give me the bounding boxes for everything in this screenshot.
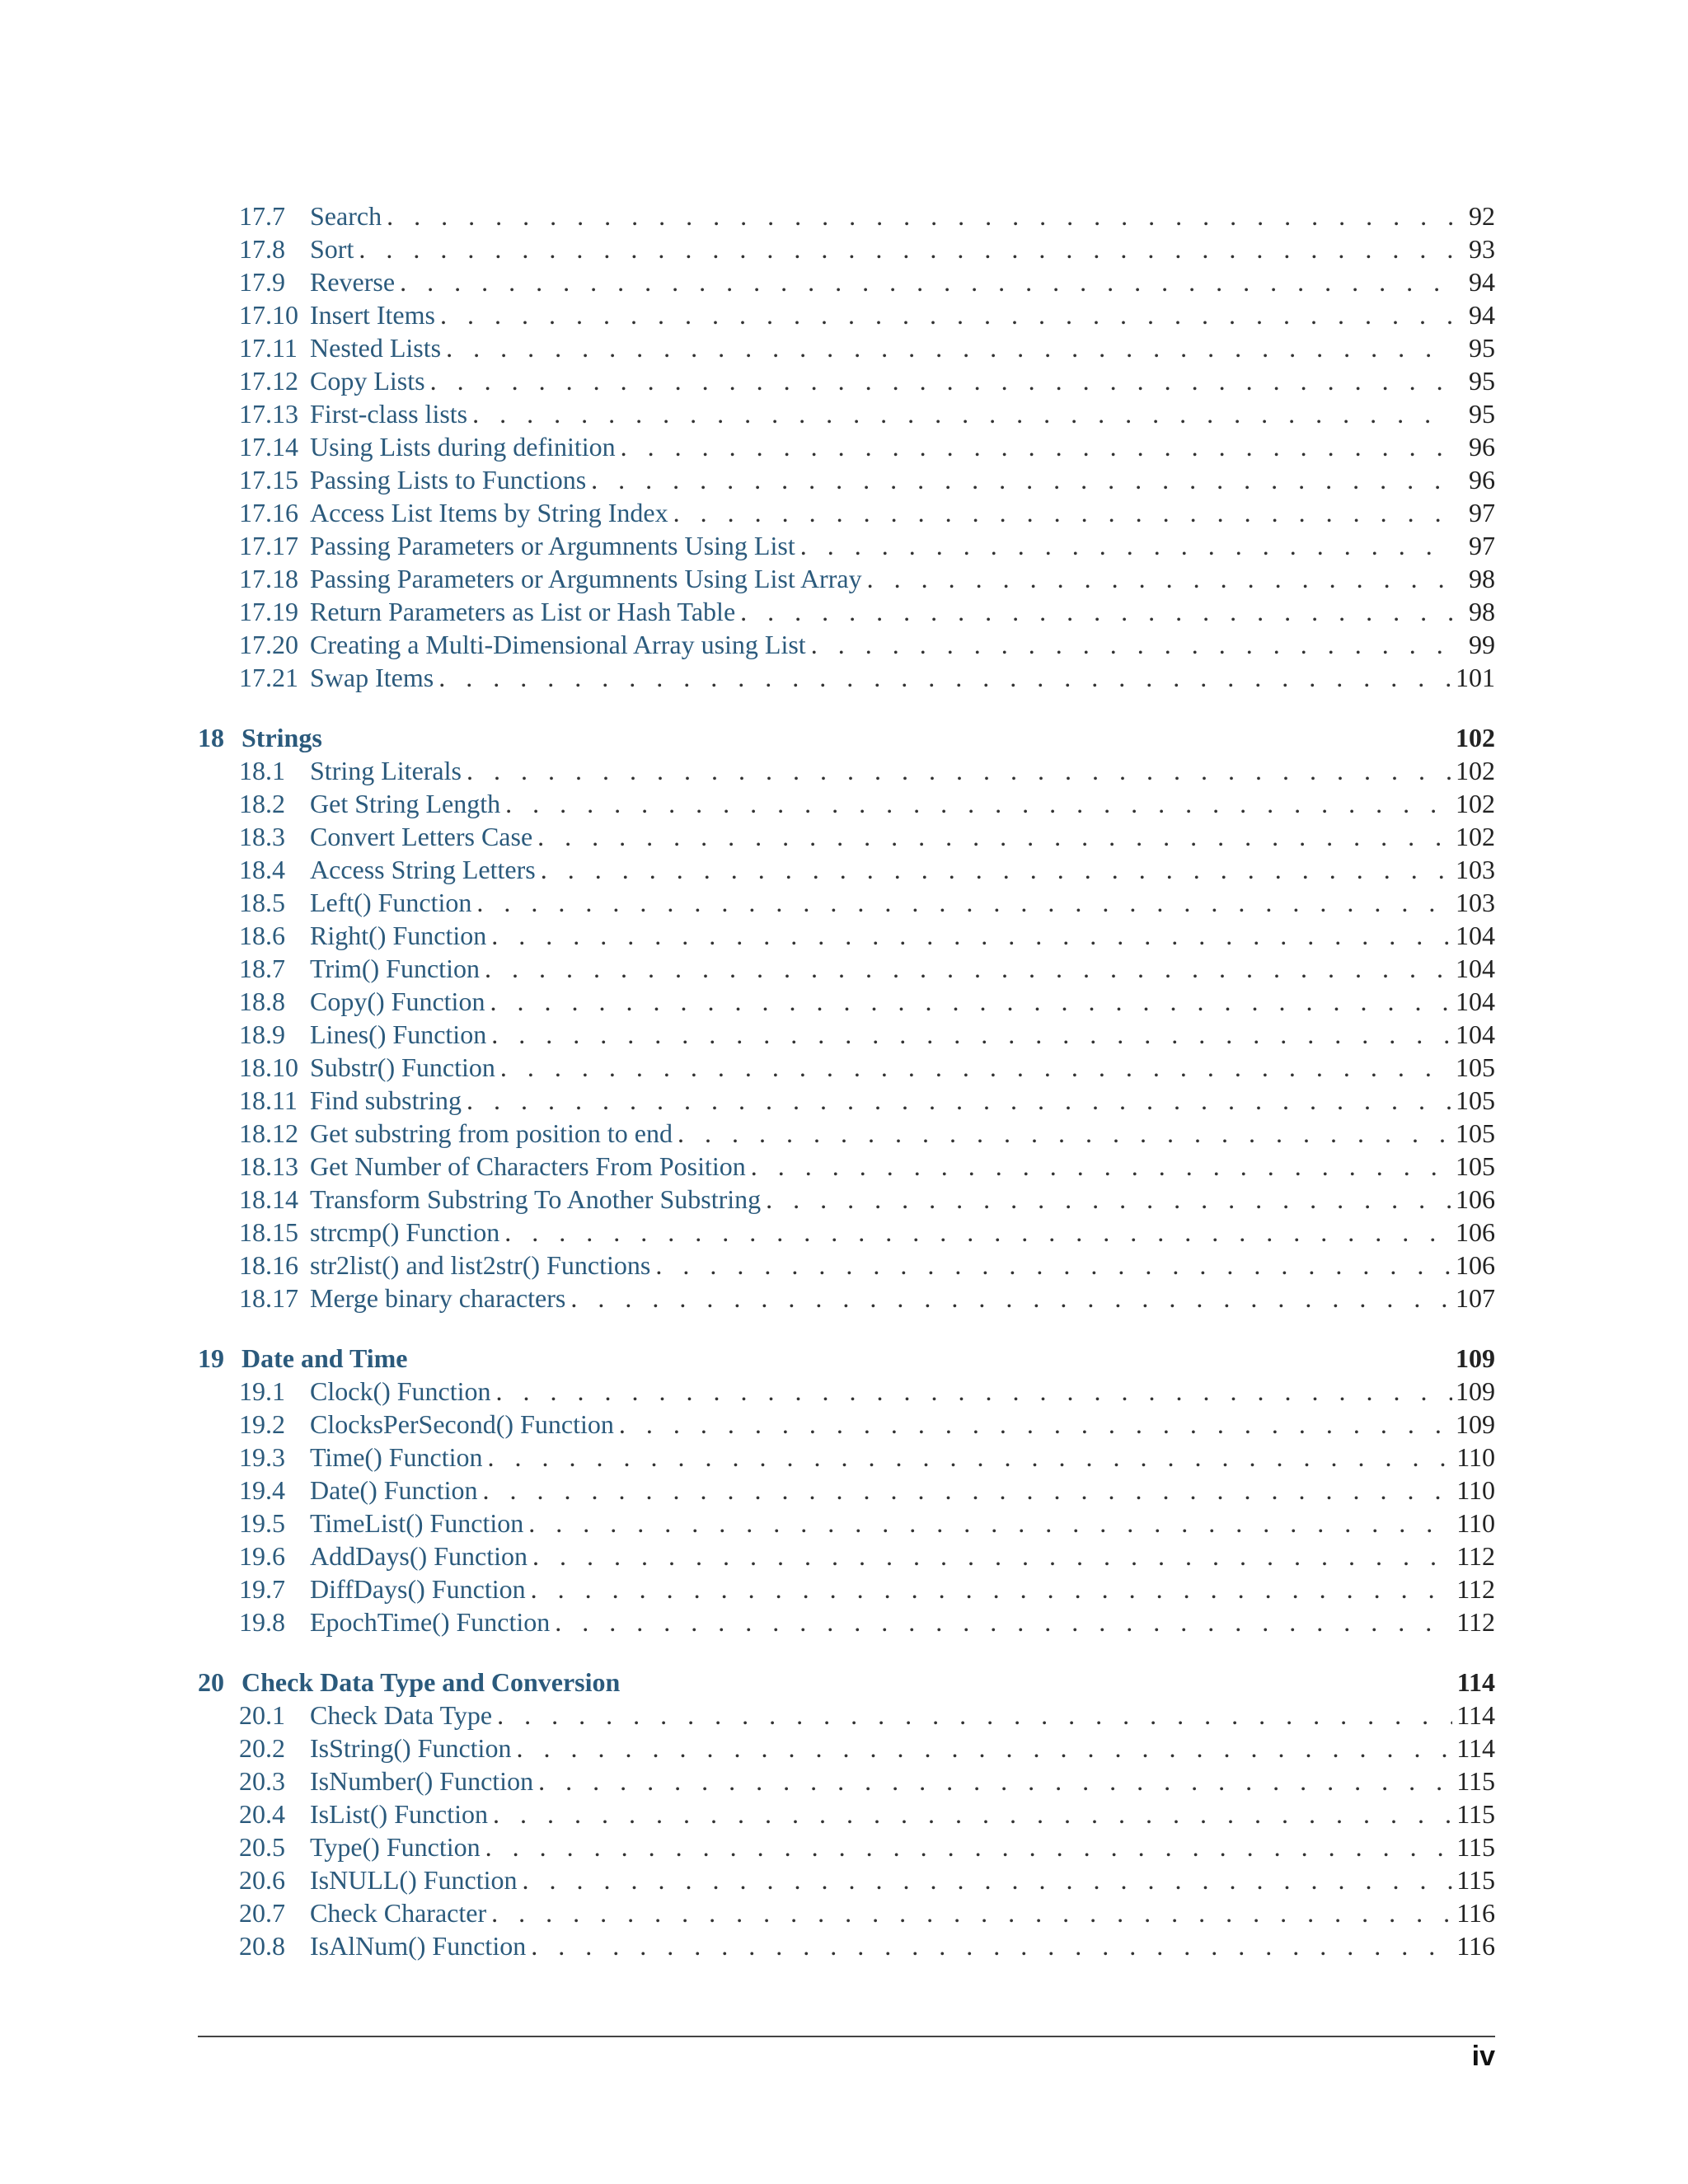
toc-entry-title-link[interactable]: Substr() Function [310, 1052, 495, 1082]
toc-section-entry[interactable] [198, 820, 1495, 853]
toc-entry-title-link[interactable]: Get substring from position to end [310, 1118, 673, 1148]
toc-section-entry[interactable] [198, 1474, 1495, 1507]
toc-entry-number: 18.1 [239, 756, 285, 785]
toc-entry-page-number: 103 [1456, 855, 1495, 884]
toc-section-entry[interactable] [198, 1830, 1495, 1863]
toc-dot-leader [526, 1929, 1452, 1962]
toc-entry-number: 18.13 [239, 1151, 298, 1181]
toc-entry-number: 20.6 [239, 1865, 285, 1895]
toc-entry-page-number: 109 [1456, 1409, 1495, 1439]
toc-dot-leader [511, 1732, 1452, 1765]
toc-entry-title-link[interactable]: Date() Function [310, 1475, 478, 1505]
toc-section-entry[interactable] [198, 1863, 1495, 1896]
toc-dot-leader [532, 820, 1452, 853]
toc-entry-number: 18.15 [239, 1217, 298, 1247]
toc-dot-leader [441, 331, 1452, 364]
toc-entry-number: 18.4 [239, 855, 285, 884]
toc-entry-page-number: 114 [1456, 1667, 1495, 1697]
toc-entry-title-link[interactable]: IsNULL() Function [310, 1865, 518, 1895]
toc-dot-leader [761, 1183, 1452, 1216]
toc-dot-leader [425, 364, 1452, 397]
toc-section-entry[interactable] [198, 562, 1495, 595]
toc-dot-leader [434, 661, 1452, 694]
toc-section-entry[interactable] [198, 1699, 1495, 1732]
toc-dot-leader [528, 1540, 1452, 1572]
toc-dot-leader [499, 1216, 1452, 1249]
toc-entry-number: 20.1 [239, 1700, 285, 1730]
toc-entry-page-number: 94 [1469, 267, 1495, 297]
toc-entry-title-link[interactable]: TimeList() Function [310, 1508, 524, 1538]
toc-dot-leader [862, 562, 1452, 595]
toc-section-entry[interactable] [198, 952, 1495, 985]
toc-dot-leader [462, 754, 1452, 787]
toc-dot-leader [523, 1507, 1452, 1540]
toc-dot-leader [518, 1863, 1452, 1896]
toc-entry-page-number: 105 [1456, 1118, 1495, 1148]
toc-entry-number: 18.17 [239, 1283, 298, 1313]
page-number: iv [1471, 2041, 1495, 2072]
toc-section-entry[interactable] [198, 1765, 1495, 1797]
table-of-contents [198, 199, 1495, 1962]
toc-dot-leader [526, 1572, 1452, 1605]
toc-entry-number: 19.2 [239, 1409, 285, 1439]
toc-entry-number: 17.15 [239, 465, 298, 494]
toc-entry-page-number: 94 [1469, 300, 1495, 330]
toc-entry-title-link[interactable]: Strings [241, 723, 322, 752]
toc-dot-leader [500, 787, 1452, 820]
toc-dot-leader [488, 1797, 1452, 1830]
toc-section-entry[interactable] [198, 1572, 1495, 1605]
toc-dot-leader [467, 397, 1452, 430]
toc-entry-page-number: 95 [1469, 366, 1495, 396]
toc-entry-number: 19 [198, 1343, 224, 1373]
toc-section-entry[interactable] [198, 232, 1495, 265]
toc-entry-title-link[interactable]: ClocksPerSecond() Function [310, 1409, 614, 1439]
toc-entry-page-number: 110 [1456, 1475, 1495, 1505]
toc-entry-page-number: 114 [1456, 1700, 1495, 1730]
toc-section-entry[interactable] [198, 1216, 1495, 1249]
toc-entry-title-link[interactable]: Convert Letters Case [310, 822, 533, 851]
toc-entry-number: 19.3 [239, 1442, 285, 1472]
toc-entry-page-number: 106 [1456, 1217, 1495, 1247]
toc-entry-number: 19.5 [239, 1508, 285, 1538]
toc-entry-page-number: 102 [1456, 789, 1495, 818]
toc-dot-leader [668, 496, 1452, 529]
toc-entry-title-link[interactable]: Lines() Function [310, 1019, 487, 1049]
toc-entry-page-number: 112 [1456, 1607, 1495, 1637]
toc-section-entry[interactable] [198, 199, 1495, 232]
toc-entry-number: 17.13 [239, 399, 298, 429]
toc-section-entry[interactable] [198, 595, 1495, 628]
toc-dot-leader [480, 952, 1452, 985]
toc-entry-title-link[interactable]: Return Parameters as List or Hash Table [310, 597, 736, 626]
toc-dot-leader [471, 886, 1452, 919]
toc-entry-page-number: 102 [1456, 723, 1495, 752]
toc-entry-page-number: 96 [1469, 432, 1495, 462]
toc-entry-title-link[interactable]: Check Data Type and Conversion [241, 1667, 621, 1697]
toc-entry-title-link[interactable]: Search [310, 201, 382, 231]
toc-entry-page-number: 115 [1456, 1766, 1495, 1796]
toc-entry-number: 18.2 [239, 789, 285, 818]
toc-entry-title-link[interactable]: Nested Lists [310, 333, 442, 363]
toc-entry-number: 18.3 [239, 822, 285, 851]
toc-chapter-entry[interactable] [198, 721, 1495, 754]
toc-entry-page-number: 97 [1469, 531, 1495, 560]
toc-entry-page-number: 93 [1469, 234, 1495, 264]
toc-entry-number: 18.16 [239, 1250, 298, 1280]
toc-entry-number: 18 [198, 723, 224, 752]
toc-section-entry[interactable] [198, 1051, 1495, 1084]
toc-entry-page-number: 105 [1456, 1151, 1495, 1181]
toc-entry-title-link[interactable]: Left() Function [310, 888, 472, 917]
toc-entry-title-link[interactable]: First-class lists [310, 399, 468, 429]
toc-entry-title-link[interactable]: Check Data Type [310, 1700, 493, 1730]
toc-entry-title-link[interactable]: Trim() Function [310, 954, 480, 983]
toc-entry-number: 20.8 [239, 1931, 285, 1961]
toc-section-entry[interactable] [198, 1408, 1495, 1441]
toc-section-entry[interactable] [198, 661, 1495, 694]
toc-entry-title-link[interactable]: IsString() Function [310, 1733, 512, 1763]
toc-section-entry[interactable] [198, 298, 1495, 331]
toc-entry-page-number: 98 [1469, 564, 1495, 593]
toc-entry-page-number: 96 [1469, 465, 1495, 494]
toc-dot-leader [614, 1408, 1452, 1441]
toc-entry-number: 17.9 [239, 267, 285, 297]
footer-divider [198, 2036, 1495, 2037]
toc-entry-title-link[interactable]: IsAlNum() Function [310, 1931, 527, 1961]
toc-dot-leader [533, 1765, 1452, 1797]
toc-entry-page-number: 110 [1456, 1508, 1495, 1538]
toc-entry-page-number: 107 [1456, 1283, 1495, 1313]
toc-entry-title-link[interactable]: Date and Time [241, 1343, 408, 1373]
toc-entry-page-number: 112 [1456, 1574, 1495, 1604]
toc-entry-title-link[interactable]: Clock() Function [310, 1376, 491, 1406]
toc-section-entry[interactable] [198, 1249, 1495, 1282]
toc-section-entry[interactable] [198, 496, 1495, 529]
toc-dot-leader [462, 1084, 1452, 1117]
toc-section-entry[interactable] [198, 463, 1495, 496]
toc-section-entry[interactable] [198, 1732, 1495, 1765]
toc-dot-leader [486, 919, 1452, 952]
toc-entry-number: 17.18 [239, 564, 298, 593]
toc-entry-title-link[interactable]: Access List Items by String Index [310, 498, 668, 527]
toc-entry-title-link[interactable]: DiffDays() Function [310, 1574, 526, 1604]
toc-entry-number: 17.14 [239, 432, 298, 462]
toc-entry-page-number: 101 [1456, 663, 1495, 692]
toc-chapter-entry[interactable] [198, 1666, 1495, 1699]
toc-dot-leader [550, 1605, 1452, 1638]
toc-entry-title-link[interactable]: Merge binary characters [310, 1283, 566, 1313]
toc-entry-title-link[interactable]: Using Lists during definition [310, 432, 616, 462]
toc-entry-number: 17.10 [239, 300, 298, 330]
toc-entry-title-link[interactable]: Passing Lists to Functions [310, 465, 587, 494]
toc-entry-number: 18.8 [239, 987, 285, 1016]
toc-section-entry[interactable] [198, 1507, 1495, 1540]
toc-section-entry[interactable] [198, 397, 1495, 430]
toc-section-entry[interactable] [198, 1441, 1495, 1474]
toc-entry-title-link[interactable]: IsNumber() Function [310, 1766, 534, 1796]
toc-entry-page-number: 106 [1456, 1184, 1495, 1214]
toc-entry-number: 20.4 [239, 1799, 285, 1829]
toc-entry-title-link[interactable]: Check Character [310, 1898, 487, 1928]
toc-entry-page-number: 104 [1456, 921, 1495, 950]
toc-entry-page-number: 105 [1456, 1052, 1495, 1082]
toc-entry-page-number: 103 [1456, 888, 1495, 917]
toc-entry-title-link[interactable]: Insert Items [310, 300, 435, 330]
toc-section-entry[interactable] [198, 1797, 1495, 1830]
toc-dot-leader [795, 529, 1452, 562]
toc-dot-leader [395, 265, 1452, 298]
toc-section-entry[interactable] [198, 1605, 1495, 1638]
toc-entry-page-number: 109 [1456, 1376, 1495, 1406]
toc-entry-page-number: 110 [1456, 1442, 1495, 1472]
toc-entry-number: 17.8 [239, 234, 285, 264]
toc-entry-number: 19.8 [239, 1607, 285, 1637]
toc-dot-leader [492, 1699, 1452, 1732]
toc-entry-page-number: 115 [1456, 1865, 1495, 1895]
toc-section-entry[interactable] [198, 886, 1495, 919]
toc-section-entry[interactable] [198, 265, 1495, 298]
toc-dot-leader [746, 1150, 1452, 1183]
toc-entry-page-number: 104 [1456, 954, 1495, 983]
toc-dot-leader [673, 1117, 1452, 1150]
toc-entry-number: 17.11 [239, 333, 298, 363]
toc-section-entry[interactable] [198, 628, 1495, 661]
toc-entry-title-link[interactable]: IsList() Function [310, 1799, 488, 1829]
toc-dot-leader [650, 1249, 1452, 1282]
toc-entry-number: 20 [198, 1667, 224, 1697]
toc-dot-leader [735, 595, 1452, 628]
toc-entry-title-link[interactable]: Time() Function [310, 1442, 483, 1472]
toc-dot-leader [481, 1830, 1452, 1863]
toc-section-entry[interactable] [198, 787, 1495, 820]
toc-entry-title-link[interactable]: Reverse [310, 267, 396, 297]
toc-section-entry[interactable] [198, 364, 1495, 397]
toc-dot-leader [565, 1282, 1452, 1315]
toc-entry-number: 17.21 [239, 663, 298, 692]
toc-section-entry[interactable] [198, 430, 1495, 463]
toc-section-entry[interactable] [198, 529, 1495, 562]
toc-dot-leader [536, 853, 1452, 886]
toc-entry-page-number: 102 [1456, 822, 1495, 851]
toc-dot-leader [495, 1051, 1452, 1084]
toc-entry-title-link[interactable]: Find substring [310, 1085, 462, 1115]
toc-entry-title-link[interactable]: Transform Substring To Another Substring [310, 1184, 762, 1214]
toc-entry-page-number: 104 [1456, 987, 1495, 1016]
toc-entry-title-link[interactable]: String Literals [310, 756, 462, 785]
toc-entry-title-link[interactable]: AddDays() Function [310, 1541, 528, 1571]
toc-chapter-entry[interactable] [198, 1342, 1495, 1375]
toc-entry-page-number: 112 [1456, 1541, 1495, 1571]
toc-entry-title-link[interactable]: Get String Length [310, 789, 501, 818]
toc-section-entry[interactable] [198, 1183, 1495, 1216]
toc-entry-page-number: 114 [1456, 1733, 1495, 1763]
toc-entry-page-number: 109 [1456, 1343, 1495, 1373]
toc-section-entry[interactable] [198, 853, 1495, 886]
toc-section-entry[interactable] [198, 985, 1495, 1018]
toc-section-entry[interactable] [198, 1896, 1495, 1929]
toc-section-entry[interactable] [198, 1018, 1495, 1051]
toc-entry-number: 20.7 [239, 1898, 285, 1928]
toc-section-entry[interactable] [198, 1540, 1495, 1572]
toc-entry-title-link[interactable]: Right() Function [310, 921, 487, 950]
toc-entry-page-number: 95 [1469, 333, 1495, 363]
toc-entry-title-link[interactable]: EpochTime() Function [310, 1607, 551, 1637]
toc-entry-page-number: 115 [1456, 1799, 1495, 1829]
toc-entry-number: 19.4 [239, 1475, 285, 1505]
toc-entry-page-number: 95 [1469, 399, 1495, 429]
toc-entry-number: 17.12 [239, 366, 298, 396]
toc-entry-number: 20.5 [239, 1832, 285, 1862]
toc-dot-leader [354, 232, 1452, 265]
toc-entry-page-number: 99 [1469, 630, 1495, 659]
toc-entry-page-number: 116 [1456, 1898, 1495, 1928]
toc-entry-title-link[interactable]: Copy() Function [310, 987, 485, 1016]
toc-entry-number: 17.7 [239, 201, 285, 231]
toc-entry-number: 20.3 [239, 1766, 285, 1796]
toc-entry-page-number: 116 [1456, 1931, 1495, 1961]
toc-entry-number: 18.11 [239, 1085, 298, 1115]
toc-entry-title-link[interactable]: Access String Letters [310, 855, 536, 884]
toc-dot-leader [483, 1441, 1453, 1474]
toc-entry-title-link[interactable]: strcmp() Function [310, 1217, 500, 1247]
toc-entry-number: 17.17 [239, 531, 298, 560]
toc-entry-title-link[interactable]: Passing Parameters or Argumnents Using List Array [310, 564, 862, 593]
toc-entry-title-link[interactable]: Creating a Multi-Dimensional Array using List [310, 630, 806, 659]
toc-section-entry[interactable] [198, 1375, 1495, 1408]
toc-dot-leader [491, 1375, 1452, 1408]
toc-entry-page-number: 104 [1456, 1019, 1495, 1049]
toc-section-entry[interactable] [198, 754, 1495, 787]
toc-entry-number: 18.7 [239, 954, 285, 983]
toc-entry-number: 17.19 [239, 597, 298, 626]
toc-entry-number: 18.6 [239, 921, 285, 950]
toc-dot-leader [435, 298, 1452, 331]
toc-dot-leader [485, 985, 1452, 1018]
toc-section-entry[interactable] [198, 1150, 1495, 1183]
toc-dot-leader [806, 628, 1452, 661]
toc-entry-number: 18.14 [239, 1184, 298, 1214]
toc-entry-page-number: 97 [1469, 498, 1495, 527]
toc-entry-title-link[interactable]: str2list() and list2str() Functions [310, 1250, 651, 1280]
toc-section-entry[interactable] [198, 1282, 1495, 1315]
toc-entry-number: 18.9 [239, 1019, 285, 1049]
toc-section-entry[interactable] [198, 1117, 1495, 1150]
toc-entry-number: 19.1 [239, 1376, 285, 1406]
toc-entry-title-link[interactable]: Sort [310, 234, 354, 264]
toc-section-entry[interactable] [198, 331, 1495, 364]
toc-entry-title-link[interactable]: Swap Items [310, 663, 434, 692]
toc-entry-page-number: 98 [1469, 597, 1495, 626]
toc-entry-number: 18.10 [239, 1052, 298, 1082]
toc-entry-title-link[interactable]: Type() Function [310, 1832, 481, 1862]
toc-entry-title-link[interactable]: Passing Parameters or Argumnents Using List [310, 531, 795, 560]
toc-dot-leader [586, 463, 1452, 496]
toc-entry-page-number: 102 [1456, 756, 1495, 785]
toc-section-entry[interactable] [198, 1084, 1495, 1117]
toc-section-entry[interactable] [198, 919, 1495, 952]
toc-dot-leader [382, 199, 1452, 232]
toc-entry-number: 20.2 [239, 1733, 285, 1763]
toc-entry-page-number: 115 [1456, 1832, 1495, 1862]
toc-section-entry[interactable] [198, 1929, 1495, 1962]
toc-dot-leader [486, 1896, 1452, 1929]
toc-entry-number: 19.6 [239, 1541, 285, 1571]
toc-entry-page-number: 106 [1456, 1250, 1495, 1280]
toc-entry-number: 19.7 [239, 1574, 285, 1604]
toc-entry-title-link[interactable]: Copy Lists [310, 366, 425, 396]
toc-entry-title-link[interactable]: Get Number of Characters From Position [310, 1151, 746, 1181]
toc-entry-number: 18.12 [239, 1118, 298, 1148]
toc-entry-number: 17.20 [239, 630, 298, 659]
toc-entry-page-number: 105 [1456, 1085, 1495, 1115]
toc-dot-leader [478, 1474, 1453, 1507]
toc-entry-number: 17.16 [239, 498, 298, 527]
toc-entry-page-number: 92 [1469, 201, 1495, 231]
toc-dot-leader [486, 1018, 1452, 1051]
toc-dot-leader [616, 430, 1452, 463]
toc-entry-number: 18.5 [239, 888, 285, 917]
